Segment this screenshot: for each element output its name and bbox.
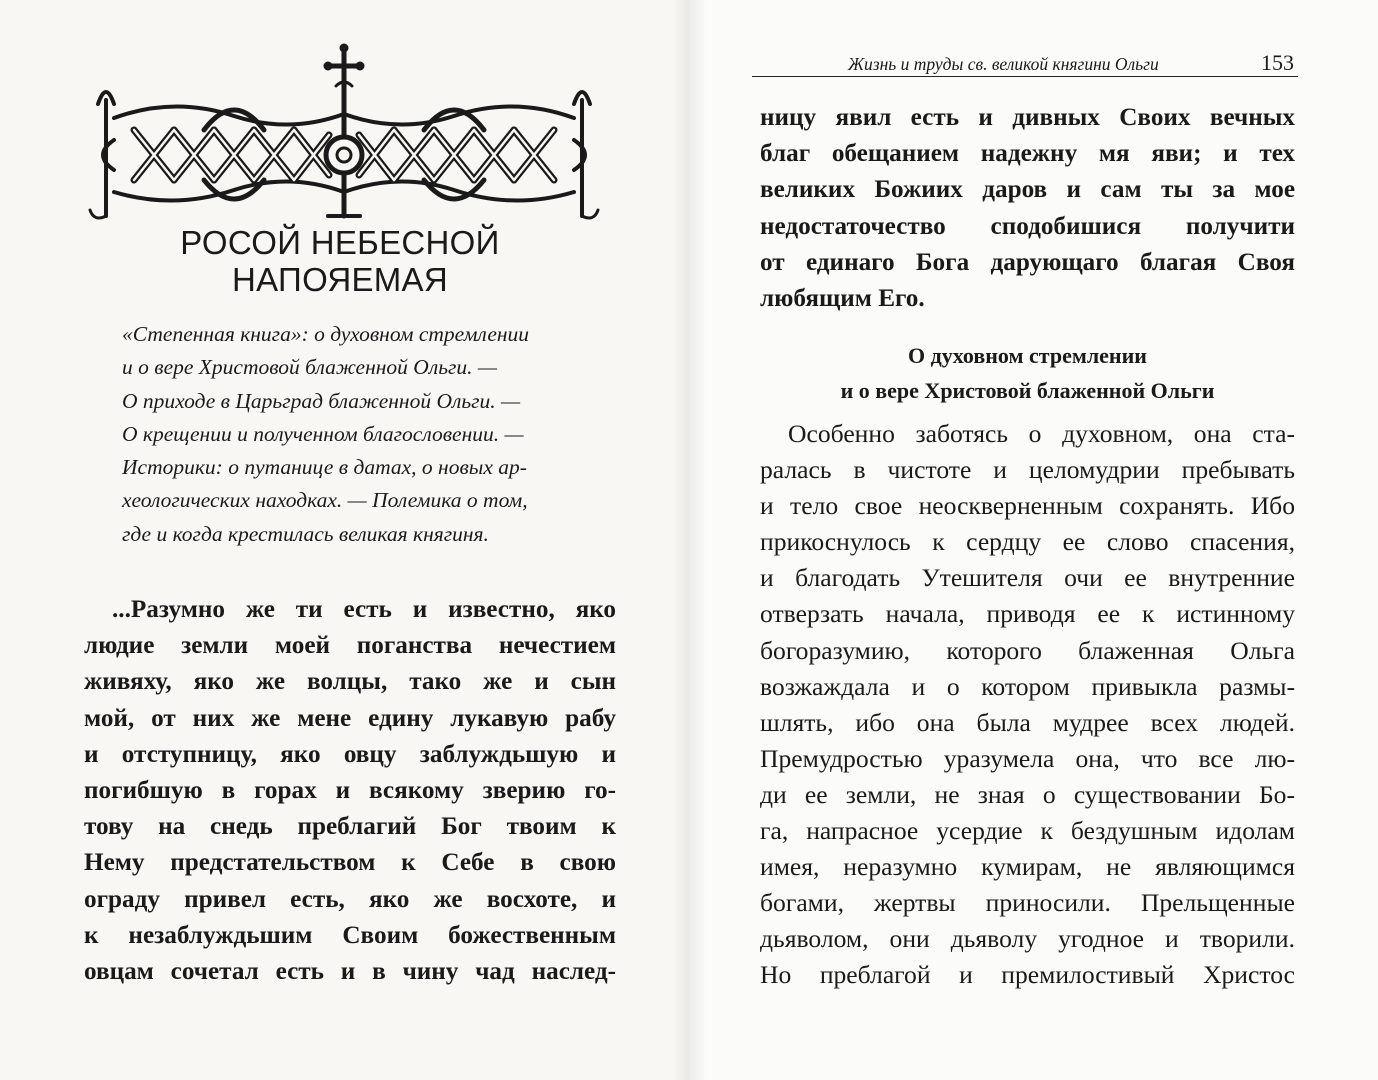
summary-line: где и когда крестилась великая княгиня. (122, 521, 489, 546)
body-line: Но преблагой и премилостивый Христос (760, 960, 1295, 990)
celtic-knot-ornament (84, 40, 604, 224)
quote-line: ...Разумно же ти есть и известно, яко (112, 596, 616, 623)
quote-line: ограду привел есть, яко же восхоте, и (84, 885, 616, 913)
quote-line: к незаблуждьшим Своим божественным (84, 921, 616, 949)
summary-line: О крещении и полученном благословении. — (122, 421, 524, 446)
section-heading-line: О духовном стремлении (908, 343, 1147, 368)
body-line: отверзать начала, приводя ее к истинному (760, 599, 1295, 629)
quote-continuation (760, 100, 1295, 317)
quote-line: людие земли моей поганства нечестием (84, 632, 616, 660)
quote-line: овцам сочетал есть и в чину чад наслед- (84, 958, 616, 986)
quote-line: недостаточество сподобишися получити (760, 212, 1295, 240)
body-line: ди ее земли, не зная о существовании Бо- (760, 779, 1295, 809)
chapter-title-line-1: РОСОЙ НЕБЕСНОЙ (180, 224, 500, 261)
body-line: и тело свое неоскверненным сохранять. Ибо (760, 491, 1295, 521)
running-head (752, 50, 1298, 77)
summary-line: хеологических находках. — Полемика о том, (122, 488, 528, 513)
body-line: ралась в чистоте и целомудрии пребывать (760, 455, 1295, 485)
section-heading (760, 338, 1295, 408)
chapter-title-line-2: НАПОЯЕМАЯ (231, 261, 448, 298)
cross-icon (324, 44, 364, 102)
quote-line: и отступницу, яко овцу заблуждьшую и (84, 740, 616, 768)
body-line: имея, неразумно кумирам, не являющимся (760, 852, 1295, 882)
body-line: га, напрасное усердие к бездушным идолам (760, 816, 1295, 846)
body-line: возжаждала и о котором привыкла размы- (760, 671, 1295, 701)
running-title: Жизнь и труды св. великой княгини Ольги (848, 54, 1159, 74)
summary-line: Историки: о путанице в датах, о новых ар- (122, 455, 527, 480)
section-heading-line: и о вере Христовой блаженной Ольги (840, 378, 1215, 403)
summary-line: «Степенная книга»: о духовном стремлении (122, 322, 530, 346)
quote-line: тову на снедь преблагий Бог твоим к (84, 813, 616, 841)
body-paragraph (760, 416, 1295, 994)
body-line: Премудростью уразумела она, что все лю- (760, 743, 1295, 773)
summary-line: и о вере Христовой блаженной Ольги. — (122, 355, 497, 380)
quote-line: благ обещанием надежну мя яви; и тех (760, 140, 1295, 168)
chapter-title (130, 224, 550, 298)
chapter-summary (122, 318, 592, 551)
quote-line: Нему предстательством к Себе в свою (84, 849, 616, 877)
body-line: и благодать Утешителя очи ее внутренние (760, 563, 1295, 593)
body-line: прикоснулось к сердцу ее слово спасения, (760, 527, 1295, 557)
quote-block (84, 592, 616, 990)
summary-line: О приходе в Царьград блаженной Ольги. — (122, 388, 521, 413)
body-line: богами, жертвы приносили. Прельщенные (760, 888, 1295, 918)
body-line: Особенно заботясь о духовном, она ста- (788, 419, 1295, 448)
body-line: богоразумию, которого блаженная Ольга (760, 635, 1295, 665)
book-gutter (672, 0, 706, 1080)
page-number: 153 (1261, 50, 1294, 75)
quote-line: погибшую в горах и всякому зверию го- (84, 777, 616, 805)
quote-line: мой, от них же мене едину лукавую рабу (84, 704, 616, 732)
quote-line: великих Божиих даров и сам ты за мое (760, 176, 1295, 204)
body-line: шлять, ибо она была мудрее всех людей. (760, 707, 1295, 737)
quote-line: от единаго Бога дарующаго благая Своя (760, 248, 1295, 276)
body-line: дьяволом, они дьяволу угодное и творили. (760, 924, 1295, 954)
quote-line: любящим Его. (760, 285, 925, 313)
quote-line: ницу явил есть и дивных Своих вечных (760, 104, 1295, 131)
quote-line: живяху, яко же волцы, тако же и сын (84, 668, 616, 696)
